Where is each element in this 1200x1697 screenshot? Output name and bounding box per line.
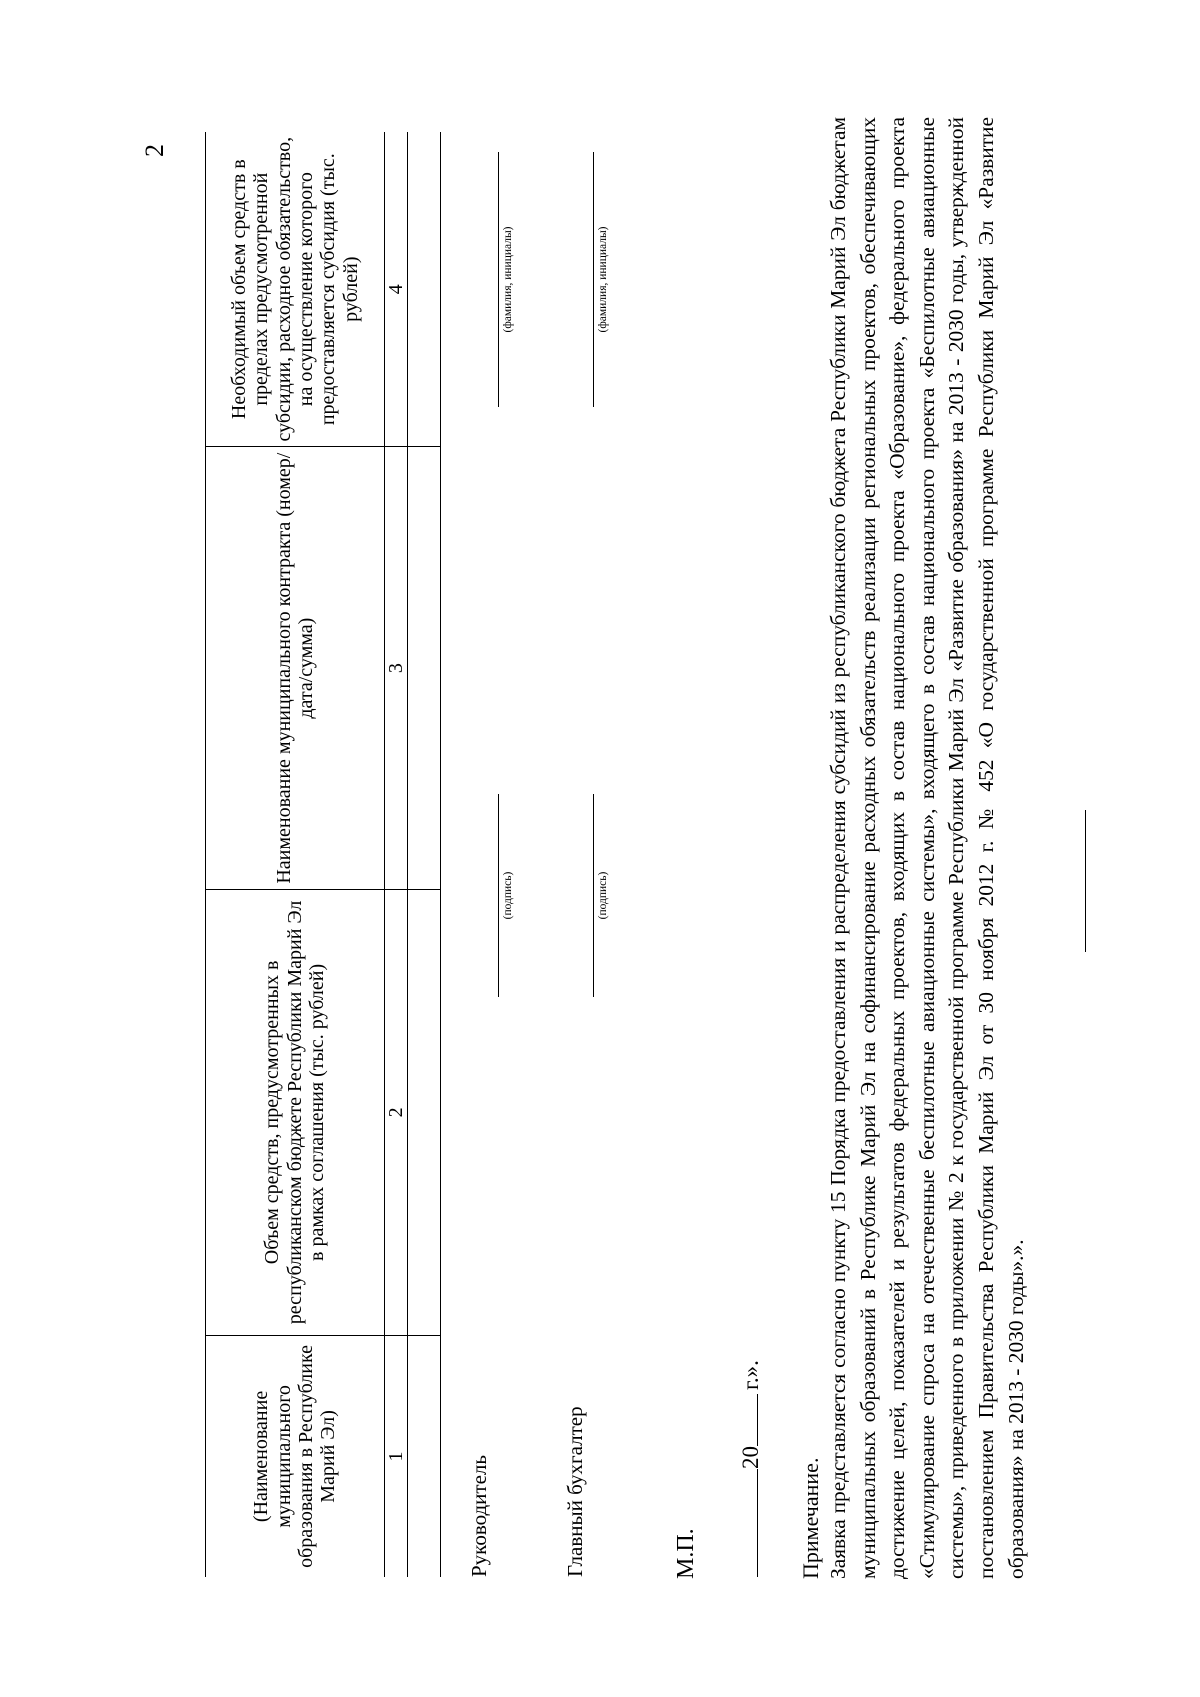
date-year-blank — [735, 1394, 758, 1446]
head-signature-caption: (подпись) — [502, 871, 514, 920]
column-number: 2 — [385, 889, 408, 1335]
header-contract: Наименование муниципального контракта (номер/дата/сумма) — [206, 447, 385, 890]
accountant-signature-caption: (подпись) — [597, 871, 609, 920]
end-line — [1085, 810, 1086, 952]
note-title: Примечание. — [798, 1457, 823, 1579]
table-column-numbers-row — [385, 132, 408, 1577]
head-label: Руководитель — [467, 1455, 491, 1577]
table-cell — [408, 447, 441, 890]
header-required-funds: Необходимый объем средств в пределах предусмотренной субсидии, расходное обязательство, на осуществление которого предоставляется субсидия (тыс. рублей) — [206, 132, 385, 447]
head-name-line — [498, 152, 499, 407]
application-table — [205, 132, 441, 1577]
accountant-name-line — [593, 152, 594, 407]
column-number: 3 — [385, 447, 408, 890]
stamp-place-label: М.П. — [673, 1528, 699, 1579]
header-budget-funds: Объем средств, предусмотренных в республиканском бюджете Республики Марий Эл в рамках соглашения (тыс. рублей) — [206, 889, 385, 1335]
note-text: Заявка представляется согласно пункту 15 Порядка предоставления и распределения субсидий из республиканского бюджета Республики Марий Эл бюджетам муниципальных образований в Республике Марий Эл на софинансирование расходных обязательств реализации региональных проектов, обеспечивающих достижение целей, показателей и результатов федеральных проектов, входящих в состав национального проекта «Образование», федерального проекта «Стимулирование спроса на отечественные беспилотные авиационные системы», входящего в состав национального проекта «Беспилотные авиационные системы», приведенного в приложении № 2 к государственной программе Республики Марий Эл «Развитие образования» на 2013 - 2030 годы, утвержденной постановлением Правительства Республики Марий Эл от 30 ноября 2012 г. № 452 «О государственной программе Республики Марий Эл «Развитие образования» на 2013 - 2030 годы».». — [826, 117, 1028, 1579]
table-cell — [408, 132, 441, 447]
table-header-row — [206, 132, 385, 1577]
accountant-label: Главный бухгалтер — [563, 1406, 587, 1577]
date-year-suffix: г.». — [738, 1360, 763, 1390]
page-number: 2 — [140, 144, 169, 157]
header-municipality: (Наименование муниципального образования в Республике Марий Эл) — [206, 1335, 385, 1577]
table-cell — [408, 1335, 441, 1577]
column-number: 1 — [385, 1335, 408, 1577]
table-empty-row — [408, 132, 441, 1577]
accountant-name-caption: (фамилия, инициалы) — [597, 226, 609, 333]
head-signature-line — [498, 794, 499, 997]
table-cell — [408, 889, 441, 1335]
date-line — [735, 1360, 764, 1577]
head-name-caption: (фамилия, инициалы) — [502, 226, 514, 333]
column-number: 4 — [385, 132, 408, 447]
date-year-prefix: 20 — [738, 1446, 763, 1469]
date-blank — [735, 1469, 758, 1577]
accountant-signature-line — [593, 794, 594, 997]
